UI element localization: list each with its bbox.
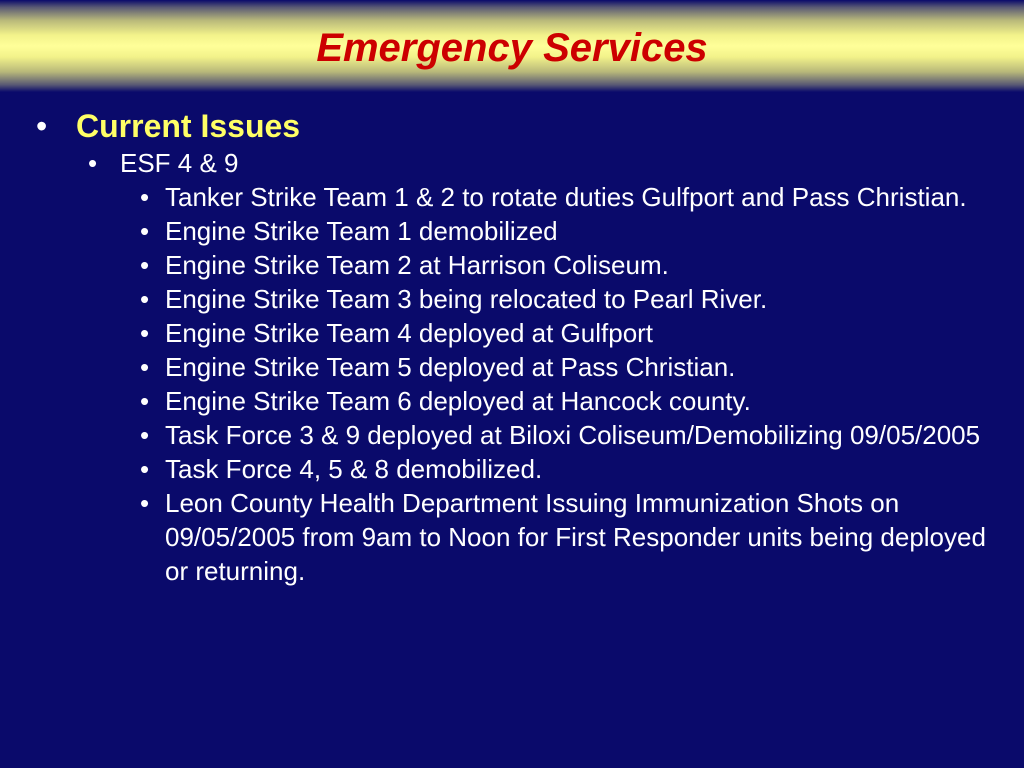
list-item xyxy=(0,214,1024,248)
bullet-icon: • xyxy=(140,284,150,314)
list-item-text: Engine Strike Team 6 deployed at Hancock county. xyxy=(165,386,751,416)
list-item-text: Tanker Strike Team 1 & 2 to rotate duties Gulfport and Pass Christian. xyxy=(165,182,967,212)
subheading-row xyxy=(0,146,1024,180)
list-item-text: Task Force 4, 5 & 8 demobilized. xyxy=(165,454,543,484)
bullet-icon: • xyxy=(140,488,150,518)
section-subheading: ESF 4 & 9 xyxy=(120,148,239,178)
issue-list xyxy=(0,180,1024,588)
list-item xyxy=(0,282,1024,316)
list-item xyxy=(0,350,1024,384)
list-item xyxy=(0,384,1024,418)
list-item-text: Engine Strike Team 4 deployed at Gulfport xyxy=(165,318,654,348)
list-item xyxy=(0,248,1024,282)
bullet-icon: • xyxy=(140,216,150,246)
list-item-text: Task Force 3 & 9 deployed at Biloxi Coliseum/Demobilizing 09/05/2005 xyxy=(165,420,981,450)
list-item xyxy=(0,180,1024,214)
heading-row xyxy=(0,106,1024,146)
list-item-text: Engine Strike Team 1 demobilized xyxy=(165,216,558,246)
bullet-icon: • xyxy=(36,108,48,144)
bullet-icon: • xyxy=(140,386,150,416)
list-item-text: Leon County Health Department Issuing Immunization Shots on 09/05/2005 from 9am to Noon for First Responder units being deployed or returning. xyxy=(165,488,986,586)
list-item-text: Engine Strike Team 2 at Harrison Coliseum. xyxy=(165,250,669,280)
list-item-text: Engine Strike Team 3 being relocated to Pearl River. xyxy=(165,284,768,314)
bullet-icon: • xyxy=(140,250,150,280)
bullet-icon: • xyxy=(140,420,150,450)
list-item xyxy=(0,452,1024,486)
slide-content xyxy=(0,106,1024,588)
list-item xyxy=(0,316,1024,350)
bullet-icon: • xyxy=(88,148,98,178)
list-item xyxy=(0,486,1024,588)
list-item-text: Engine Strike Team 5 deployed at Pass Christian. xyxy=(165,352,736,382)
list-item xyxy=(0,418,1024,452)
bullet-icon: • xyxy=(140,454,150,484)
slide-title: Emergency Services xyxy=(316,26,708,70)
bullet-icon: • xyxy=(140,352,150,382)
bullet-icon: • xyxy=(140,182,150,212)
bullet-icon: • xyxy=(140,318,150,348)
section-heading: Current Issues xyxy=(76,108,301,144)
